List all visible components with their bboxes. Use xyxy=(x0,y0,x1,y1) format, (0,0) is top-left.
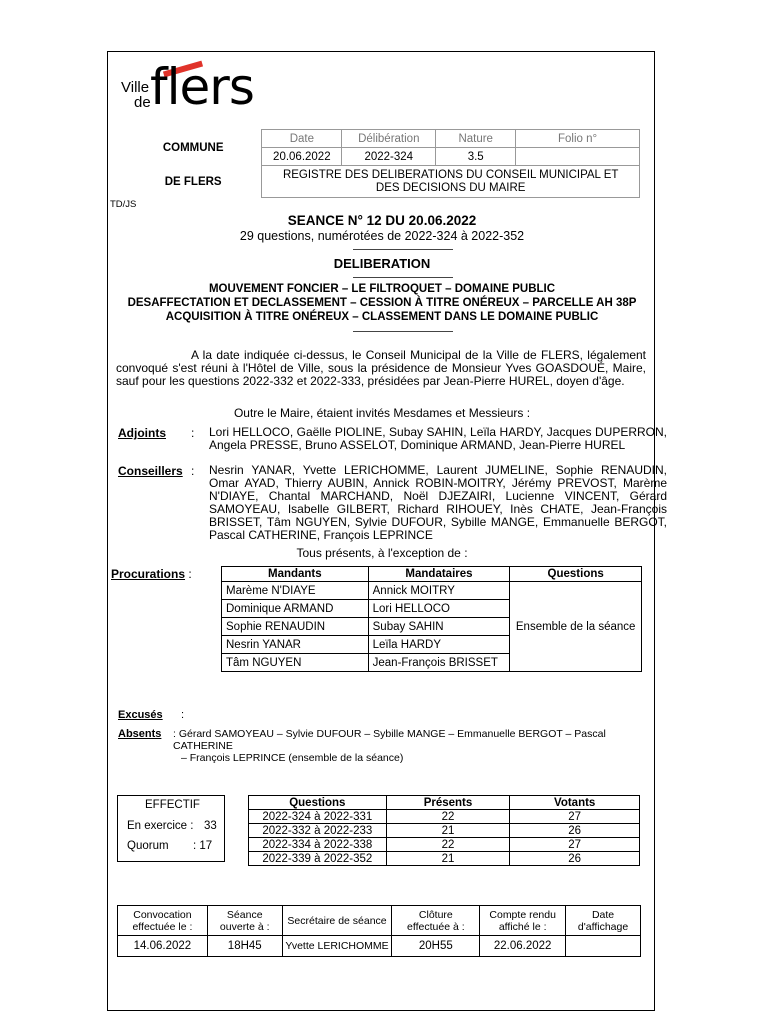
votes-votants-cell: 26 xyxy=(510,852,640,866)
mandataire-cell: Jean-François BRISSET xyxy=(368,654,510,672)
header-nature-value: 3.5 xyxy=(436,148,516,166)
table-row xyxy=(249,810,640,824)
cloture-header-line-2: effectuée à : xyxy=(407,920,465,933)
votes-presents-cell: 22 xyxy=(386,810,510,824)
mandant-cell: Sophie RENAUDIN xyxy=(222,618,369,636)
mandataire-cell: Lori HELLOCO xyxy=(368,600,510,618)
divider-rule xyxy=(353,277,453,278)
col-date-header: Date xyxy=(262,130,342,148)
votes-presents-cell: 22 xyxy=(386,838,510,852)
mandant-cell: Dominique ARMAND xyxy=(222,600,369,618)
col-deliberation-header: Délibération xyxy=(342,130,436,148)
mandataire-cell: Subay SAHIN xyxy=(368,618,510,636)
effectif-box xyxy=(117,795,225,862)
document-page xyxy=(107,51,667,1011)
excuses-label: Excusés xyxy=(118,709,163,721)
votes-votants-cell: 27 xyxy=(510,838,640,852)
col-nature-header: Nature xyxy=(436,130,516,148)
compte-rendu-header xyxy=(480,906,566,936)
votes-questions-cell: 2022-332 à 2022-233 xyxy=(249,824,387,838)
compte-rendu-header-line-2: affiché le : xyxy=(498,920,547,933)
procurations-label: Procurations xyxy=(111,567,186,581)
mandataire-cell: Leïla HARDY xyxy=(368,636,510,654)
convocation-header-line-1: Convocation xyxy=(133,908,192,921)
date-affichage-header-line-1: Date xyxy=(591,908,615,921)
votes-presents-cell: 21 xyxy=(386,824,510,838)
votes-votants-cell: 27 xyxy=(510,810,640,824)
table-row xyxy=(249,838,640,852)
mandant-cell: Marème N'DIAYE xyxy=(222,582,369,600)
subject-line-1: MOUVEMENT FONCIER – LE FILTROQUET – DOMAINE PUBLIC xyxy=(208,283,556,295)
col-folio-header: Folio n° xyxy=(516,130,640,148)
secretaire-header: Secrétaire de séance xyxy=(282,906,392,936)
convocation-header xyxy=(118,906,208,936)
reference-initials: TD/JS xyxy=(110,199,137,210)
absents-text xyxy=(173,728,654,764)
mandants-header: Mandants xyxy=(222,567,369,582)
registre-line-1: REGISTRE DES DELIBERATIONS DU CONSEIL MUNICIPAL ET xyxy=(282,168,619,181)
excuses-value: : xyxy=(181,709,185,721)
quorum-value: : 17 xyxy=(193,840,213,852)
votes-votants-cell: 26 xyxy=(510,824,640,838)
procurations-table xyxy=(221,566,642,672)
cloture-header xyxy=(392,906,480,936)
registre-line-2: DES DECISIONS DU MAIRE xyxy=(375,181,526,194)
adjoints-colon: : xyxy=(191,426,195,440)
seance-header xyxy=(207,906,282,936)
logo-de-text: de xyxy=(134,94,151,111)
invites-text: Outre le Maire, étaient invités Mesdames et Messieurs : xyxy=(233,406,531,420)
header-date-value: 20.06.2022 xyxy=(262,148,342,166)
de-flers-label: DE FLERS xyxy=(125,166,262,198)
votes-table xyxy=(248,795,640,866)
date-affichage-header xyxy=(566,906,641,936)
convocation-value: 14.06.2022 xyxy=(118,936,208,957)
seance-info-table xyxy=(117,905,641,957)
table-row xyxy=(249,852,640,866)
commune-label: COMMUNE xyxy=(125,130,262,166)
mandant-cell: Nesrin YANAR xyxy=(222,636,369,654)
date-affichage-header-line-2: d'affichage xyxy=(577,920,629,933)
votes-votants-header: Votants xyxy=(510,796,640,810)
absents-label: Absents xyxy=(118,728,162,740)
compte-rendu-value: 22.06.2022 xyxy=(480,936,566,957)
seance-header-line-2: ouverte à : xyxy=(219,920,270,933)
quorum-label: Quorum xyxy=(127,840,169,852)
votes-questions-cell: 2022-334 à 2022-338 xyxy=(249,838,387,852)
questions-header: Questions xyxy=(510,567,642,582)
intro-paragraph: A la date indiquée ci-dessus, le Conseil Municipal de la Ville de FLERS, légalement convoqué s'est réuni à l'Hôtel de Ville, sous la présidence de Monsieur Yves GOASDOUÉ, Maire, sauf pour les questions 2022-332 et 2022-333, présidées par Jean-Pierre HUREL, doyen d'âge. xyxy=(116,348,646,388)
votes-questions-cell: 2022-339 à 2022-352 xyxy=(249,852,387,866)
procuration-questions-cell: Ensemble de la séance xyxy=(510,582,642,672)
adjoints-names: Lori HELLOCO, Gaëlle PIOLINE, Subay SAHIN, Leïla HARDY, Jacques DUPERRON, Angela PRESSE, Bruno ASSELOT, Dominique ARMAND, Jean-Pierre HUREL xyxy=(209,425,667,452)
votes-presents-header: Présents xyxy=(386,796,510,810)
votes-presents-cell: 21 xyxy=(386,852,510,866)
votes-questions-cell: 2022-324 à 2022-331 xyxy=(249,810,387,824)
seance-questions: 29 questions, numérotées de 2022-324 à 2022-352 xyxy=(239,229,525,243)
subject-line-3: ACQUISITION À TITRE ONÉREUX – CLASSEMENT DANS LE DOMAINE PUBLIC xyxy=(165,311,599,323)
logo-ville-text: Ville xyxy=(121,79,150,96)
header-deliberation-value: 2022-324 xyxy=(342,148,436,166)
exercice-value: 33 xyxy=(204,820,217,832)
cloture-value: 20H55 xyxy=(392,936,480,957)
effectif-title: EFFECTIF xyxy=(145,799,200,811)
logo-flers-text: flers xyxy=(150,58,254,116)
conseillers-colon: : xyxy=(191,464,195,478)
seance-header-line-1: Séance xyxy=(226,908,263,921)
tous-presents-text: Tous présents, à l'exception de : xyxy=(296,546,468,560)
subject-line-2: DESAFFECTATION ET DECLASSEMENT – CESSION À TITRE ONÉREUX – PARCELLE AH 38P xyxy=(127,297,637,309)
registre-title xyxy=(262,166,640,198)
cloture-header-line-1: Clôture xyxy=(418,908,453,921)
mandataire-cell: Annick MOITRY xyxy=(368,582,510,600)
table-row xyxy=(222,582,642,600)
mandant-cell: Tâm NGUYEN xyxy=(222,654,369,672)
convocation-header-line-2: effectuée le : xyxy=(132,920,193,933)
mandataires-header: Mandataires xyxy=(368,567,510,582)
divider-rule xyxy=(353,331,453,332)
header-folio-value xyxy=(516,148,640,166)
date-affichage-value xyxy=(566,936,641,957)
procurations-label-group xyxy=(111,567,192,581)
divider-rule xyxy=(353,249,453,250)
seance-value: 18H45 xyxy=(207,936,282,957)
seance-title: SEANCE N° 12 DU 20.06.2022 xyxy=(287,213,477,228)
header-table xyxy=(125,129,640,198)
absents-line-1: : Gérard SAMOYEAU – Sylvie DUFOUR – Sybille MANGE – Emmanuelle BERGOT – Pascal CATHERINE xyxy=(173,728,606,752)
votes-questions-header: Questions xyxy=(249,796,387,810)
secretaire-value: Yvette LERICHOMME xyxy=(282,936,392,957)
ville-de-flers-logo xyxy=(108,52,268,117)
conseillers-label: Conseillers xyxy=(118,464,183,478)
adjoints-label: Adjoints xyxy=(118,426,166,440)
procurations-colon: : xyxy=(188,567,192,581)
compte-rendu-header-line-1: Compte rendu xyxy=(489,908,556,921)
exercice-label: En exercice : xyxy=(127,820,194,832)
absents-line-2: – François LEPRINCE (ensemble de la séance) xyxy=(181,752,404,764)
table-row xyxy=(249,824,640,838)
conseillers-names: Nesrin YANAR, Yvette LERICHOMME, Laurent JUMELINE, Sophie RENAUDIN, Omar AYAD, Thierry AUBIN, Annick ROBIN-MOITRY, Jérémy PREVOST, Marème N'DIAYE, Chantal MARCHAND, Noël DJEZAIRI, Lucienne VINCENT, Gérard SAMOYEAU, Isabelle GILBERT, Richard RIHOUEY, Inès CHATE, Jean-François BRISSET, Tâm NGUYEN, Sylvie DUFOUR, Sybille MANGE, Emmanuelle BERGOT, Pascal CATHERINE, François LEPRINCE xyxy=(209,463,667,542)
deliberation-heading: DELIBERATION xyxy=(333,256,431,271)
